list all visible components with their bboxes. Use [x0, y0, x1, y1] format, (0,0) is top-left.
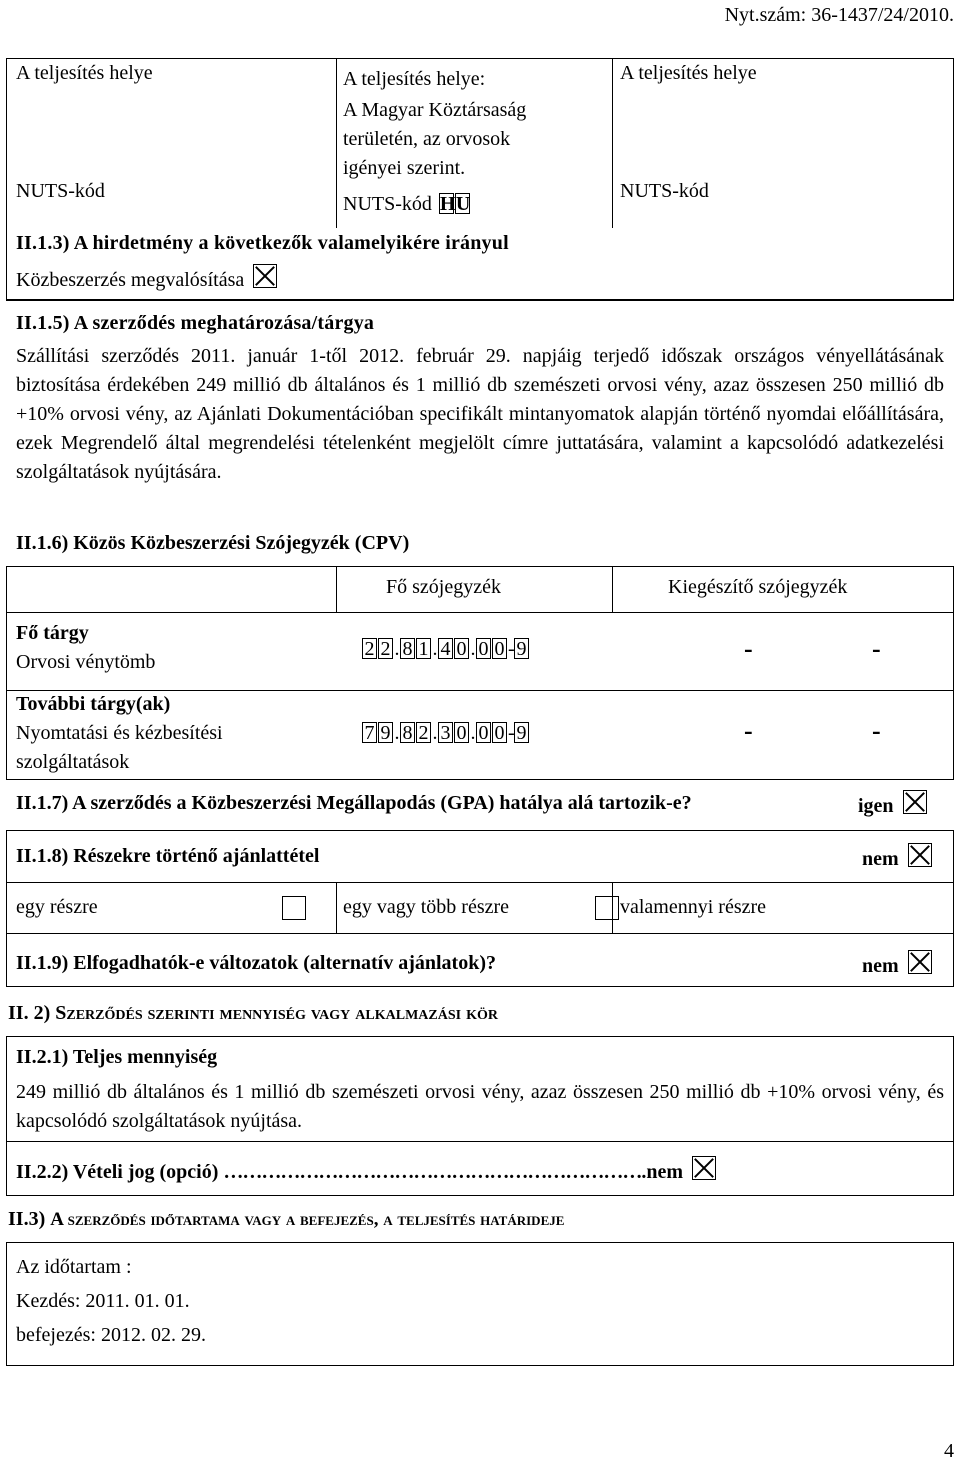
- section-119-answer: [862, 950, 932, 978]
- variants-answer: nem: [862, 955, 899, 977]
- cpv-col-divider-1: [336, 566, 337, 612]
- checkbox-icon[interactable]: [908, 843, 932, 867]
- contract-subject-text: Szállítási szerződés 2011. január 1-től 2012. február 29. napjáig terjedő időszak országos vényellátásának biztosítása érdekében 249 millió db általános és 1 millió db szemészeti orvosi vény, azaz összesen 250 millió db +10% orvosi vény, az Ajánlati Dokumentációban specifikált mintanyomatok alapján történő nyomdai előállítására, ezek Megrendelő által megrendelési tételenként megjelölt címre juttatására, valamint a kapcsolódó adatkezelési szolgáltatások nyújtására.: [16, 345, 944, 483]
- cpv-code-sep: .: [432, 722, 438, 744]
- section-117-answer: [858, 790, 927, 818]
- cpv-other-code: [362, 722, 530, 745]
- cpv-code-cell: 0: [492, 638, 507, 659]
- cpv-code-cell: 8: [400, 722, 415, 743]
- cpv-row-divider: [6, 690, 954, 691]
- document-reference: Nyt.szám: 36-1437/24/2010.: [724, 4, 954, 26]
- cpv-main-desc: Orvosi vénytömb: [16, 651, 156, 673]
- lots-option-2-label: egy vagy több részre: [343, 896, 510, 918]
- nuts-col-divider-2: [612, 58, 613, 228]
- lots-col-divider-1: [336, 882, 337, 934]
- lots-option-1-label: egy részre: [16, 896, 98, 918]
- nuts-col2-code-label: NUTS-kód: [343, 193, 432, 215]
- section-118-answer: [862, 843, 932, 871]
- cpv-other-supp-dash-1: -: [744, 716, 753, 745]
- cpv-code-cell: 0: [476, 722, 491, 743]
- cpv-row-divider: [6, 612, 954, 613]
- section-113-heading: II.1.3) A hirdetmény a következők valamelyikére irányul: [16, 232, 509, 254]
- divider: [6, 300, 954, 301]
- cpv-code-cell: 8: [400, 638, 415, 659]
- lots-answer: nem: [862, 848, 899, 870]
- nuts-col2-line-1: A Magyar Köztársaság: [343, 99, 527, 121]
- cpv-main-supp-dash-2: -: [872, 634, 881, 663]
- cpv-code-cell: 3: [438, 722, 453, 743]
- cpv-other-desc-2: szolgáltatások: [16, 751, 130, 773]
- cpv-code-cell: 0: [454, 722, 469, 743]
- nuts-col3-code-label: NUTS-kód: [620, 180, 709, 202]
- cpv-other-supp-dash-2: -: [872, 716, 881, 745]
- frame-left: [6, 830, 7, 986]
- section-115-heading: II.1.5) A szerződés meghatározása/tárgya: [16, 312, 375, 334]
- cpv-code-sep: .: [432, 638, 438, 660]
- lots-option-1-checkbox[interactable]: [282, 896, 306, 920]
- section-113-option: [16, 264, 277, 292]
- cpv-other-label: További tárgy(ak): [16, 693, 171, 715]
- cpv-code-cell: 2: [362, 638, 377, 659]
- checkbox-icon[interactable]: [692, 1156, 716, 1180]
- section-22-prefix: II. 2): [8, 1002, 56, 1024]
- section-22-heading: [8, 1002, 498, 1025]
- cpv-heading: II.1.6) Közös Közbeszerzési Szójegyzék (CPV): [16, 532, 410, 554]
- cpv-code-cell: 0: [492, 722, 507, 743]
- duration-end: befejezés: 2012. 02. 29.: [16, 1324, 206, 1346]
- cpv-code-cell: 2: [416, 722, 431, 743]
- cpv-main-label: Fő tárgy: [16, 622, 89, 644]
- cpv-code-cell: 2: [378, 638, 393, 659]
- cpv-code-cell: 0: [454, 638, 469, 659]
- duration-start: Kezdés: 2011. 01. 01.: [16, 1290, 190, 1312]
- cpv-main-code: [362, 638, 530, 661]
- cpv-code-sep: .: [470, 722, 476, 744]
- nuts-col1-code-label: NUTS-kód: [16, 180, 105, 202]
- lots-option-2-checkbox[interactable]: [595, 896, 619, 920]
- section-3-prefix: II.3): [8, 1208, 51, 1230]
- section-221-heading: II.2.1) Teljes mennyiség: [16, 1046, 218, 1068]
- checkbox-icon[interactable]: [908, 950, 932, 974]
- section-222-row: [16, 1156, 716, 1184]
- page-number: 4: [944, 1440, 954, 1462]
- cpv-code-sep: -: [508, 722, 515, 744]
- section-22-title: Szerződés szerinti mennyiség vagy alkalmazási kör: [55, 1002, 498, 1024]
- nuts-col2-code-row: [343, 193, 471, 216]
- cpv-code-sep: .: [470, 638, 476, 660]
- cpv-code-cell: 0: [476, 638, 491, 659]
- cpv-code-cell: 7: [362, 722, 377, 743]
- divider: [6, 986, 954, 987]
- section-3-heading: [8, 1208, 564, 1231]
- duration-label: Az időtartam :: [16, 1256, 132, 1278]
- nuts-code-cell: U: [455, 193, 471, 215]
- divider: [6, 830, 954, 831]
- cpv-other-desc-1: Nyomtatási és kézbesítési: [16, 722, 223, 744]
- cpv-code-cell: 9: [514, 638, 529, 659]
- nuts-col-divider-1: [336, 58, 337, 228]
- checkbox-icon[interactable]: [903, 790, 927, 814]
- cpv-main-supp-dash-1: -: [744, 634, 753, 663]
- divider: [6, 1141, 954, 1142]
- nuts-code-cell: H: [439, 193, 456, 215]
- option-answer: .nem: [641, 1161, 684, 1183]
- cpv-col-main: Fő szójegyzék: [386, 576, 501, 598]
- section-119-heading: II.1.9) Elfogadhatók-e változatok (alternatív ajánlatok)?: [16, 952, 496, 974]
- lots-option-3-label: valamennyi részre: [620, 896, 767, 918]
- gpa-answer: igen: [858, 795, 894, 817]
- checkbox-icon[interactable]: [253, 264, 277, 288]
- cpv-code-cell: 9: [514, 722, 529, 743]
- section-3-title: A szerződés időtartama vagy a befejezés, a teljesítés határideje: [50, 1209, 565, 1230]
- cpv-code-cell: 9: [378, 722, 393, 743]
- total-quantity-text: 249 millió db általános és 1 millió db szemészeti orvosi vény, azaz összesen 250 millió db +10% orvosi vény, és kapcsolódó szolgáltatások nyújtása.: [16, 1081, 944, 1132]
- cpv-code-cell: 1: [416, 638, 431, 659]
- cpv-code-sep: .: [394, 722, 400, 744]
- section-222-heading: II.2.2) Vételi jog (opció): [16, 1161, 219, 1183]
- nuts-col2-line-3: igényei szerint.: [343, 157, 466, 179]
- cpv-col-divider-2: [612, 566, 613, 612]
- nuts-col1-label: A teljesítés helye: [16, 62, 153, 84]
- nuts-col3-label: A teljesítés helye: [620, 62, 757, 84]
- nuts-col2-label: A teljesítés helye:: [343, 68, 486, 90]
- cpv-code-cell: 4: [438, 638, 453, 659]
- procurement-option-label: Közbeszerzés megvalósítása: [16, 269, 245, 291]
- nuts-col2-line-2: területén, az orvosok: [343, 128, 511, 150]
- frame-right: [953, 830, 954, 986]
- section-117-heading: II.1.7) A szerződés a Közbeszerzési Megállapodás (GPA) hatálya alá tartozik-e?: [16, 792, 692, 814]
- section-118-heading: II.1.8) Részekre történő ajánlattétel: [16, 845, 320, 867]
- cpv-col-supp: Kiegészítő szójegyzék: [668, 576, 848, 598]
- cpv-code-sep: -: [508, 638, 515, 660]
- cpv-code-sep: .: [394, 638, 400, 660]
- option-dots: …………………………………………………………: [223, 1161, 642, 1183]
